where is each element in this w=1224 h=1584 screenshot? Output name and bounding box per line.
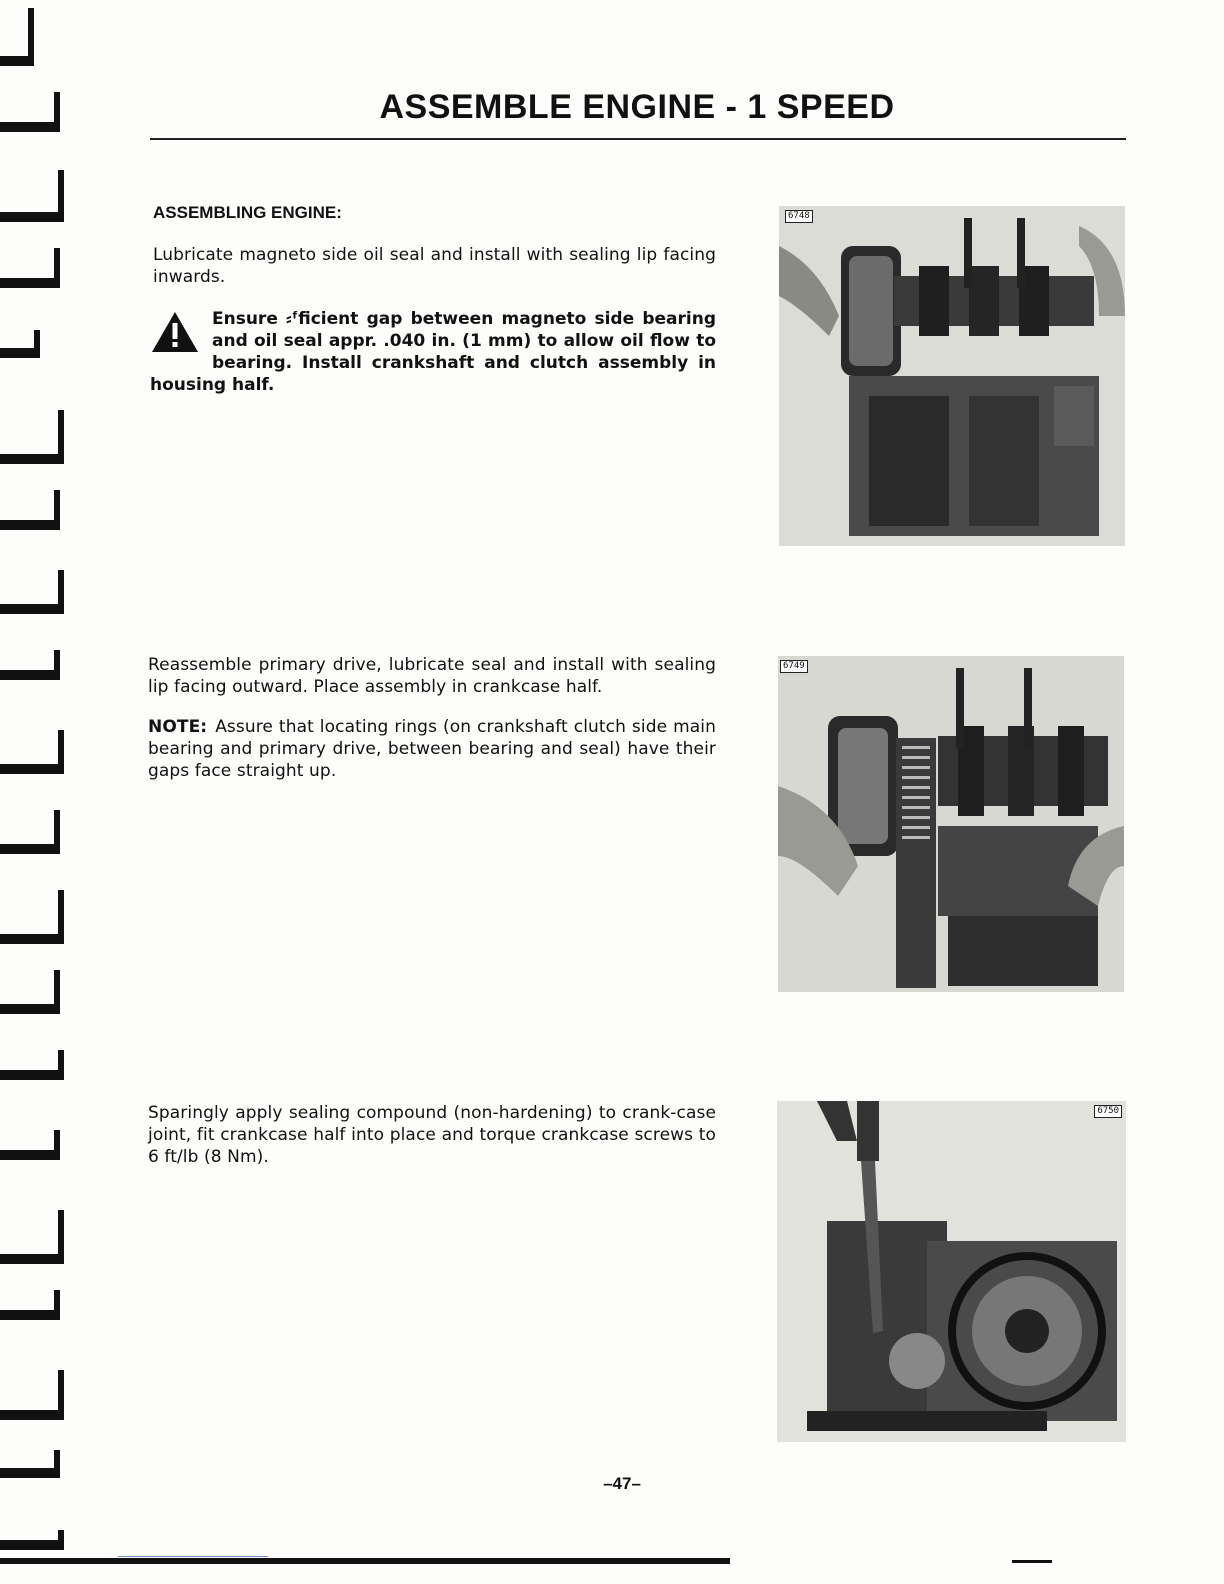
note-block bbox=[148, 716, 716, 782]
warning-text: Ensure ⸗ᶠficient gap between magneto side bearing and oil seal appr. .040 in. (1 mm) to allow oil flow to bearing. Install crankshaft and clutch assembly in housing half. bbox=[150, 309, 716, 395]
step-2-text: Reassemble primary drive, lubricate seal and install with sealing lip facing outward. Place assembly in crankcase half. bbox=[148, 655, 716, 697]
binding-tab-bar bbox=[0, 1254, 64, 1264]
binding-tab-bar bbox=[0, 1468, 60, 1478]
binding-tab-bar bbox=[0, 1150, 60, 1160]
binding-tab-bar bbox=[0, 604, 64, 614]
binding-tab-bar bbox=[0, 454, 64, 464]
figure-code: 6750 bbox=[1094, 1105, 1122, 1118]
step-1-text: Lubricate magneto side oil seal and install with sealing lip facing inwards. bbox=[153, 245, 716, 287]
binding-tab-bar bbox=[0, 1540, 64, 1550]
warning-block bbox=[150, 308, 716, 396]
binding-tab-bar bbox=[0, 1070, 64, 1080]
figure-crankcase-torque bbox=[777, 1101, 1126, 1442]
figure-crankshaft-install bbox=[779, 206, 1125, 546]
step-3-text: Sparingly apply sealing compound (non-hardening) to crank-case joint, fit crankcase half into place and torque crankcase screws to 6 ft/lb (8 Nm). bbox=[148, 1103, 716, 1167]
binding-tab-bar bbox=[0, 122, 60, 132]
binding-tab-bar bbox=[0, 1310, 60, 1320]
bottom-rule-right bbox=[1012, 1560, 1052, 1563]
binding-tab-bar bbox=[0, 278, 60, 288]
page-title: ASSEMBLE ENGINE - 1 SPEED bbox=[379, 88, 895, 126]
bottom-blue-rule bbox=[118, 1556, 268, 1557]
page-number: –47– bbox=[603, 1474, 641, 1493]
note-label: NOTE: bbox=[148, 717, 208, 737]
binding-tab-bar bbox=[0, 56, 34, 66]
section-heading: ASSEMBLING ENGINE: bbox=[153, 203, 342, 222]
binding-tab-bar bbox=[0, 670, 60, 680]
figure-primary-drive bbox=[778, 656, 1124, 992]
warning-triangle-icon bbox=[150, 310, 200, 354]
binding-tab-bar bbox=[0, 764, 64, 774]
binding-tab-bar bbox=[0, 348, 40, 358]
binding-tab-bar bbox=[0, 934, 64, 944]
binding-tab-bar bbox=[0, 212, 64, 222]
binding-tab-bar bbox=[0, 520, 60, 530]
figure-code: 6749 bbox=[780, 660, 808, 673]
binding-tab-bar bbox=[0, 1004, 60, 1014]
binding-tabs bbox=[0, 0, 80, 1584]
binding-tab-bar bbox=[0, 844, 60, 854]
title-rule bbox=[150, 138, 1126, 140]
note-text: Assure that locating rings (on crankshaft clutch side main bearing and primary drive, between bearing and seal) have their gaps face straight up. bbox=[148, 717, 716, 781]
binding-tab-bar bbox=[0, 1410, 64, 1420]
figure-code: 6748 bbox=[785, 210, 813, 223]
bottom-rule bbox=[0, 1558, 730, 1564]
